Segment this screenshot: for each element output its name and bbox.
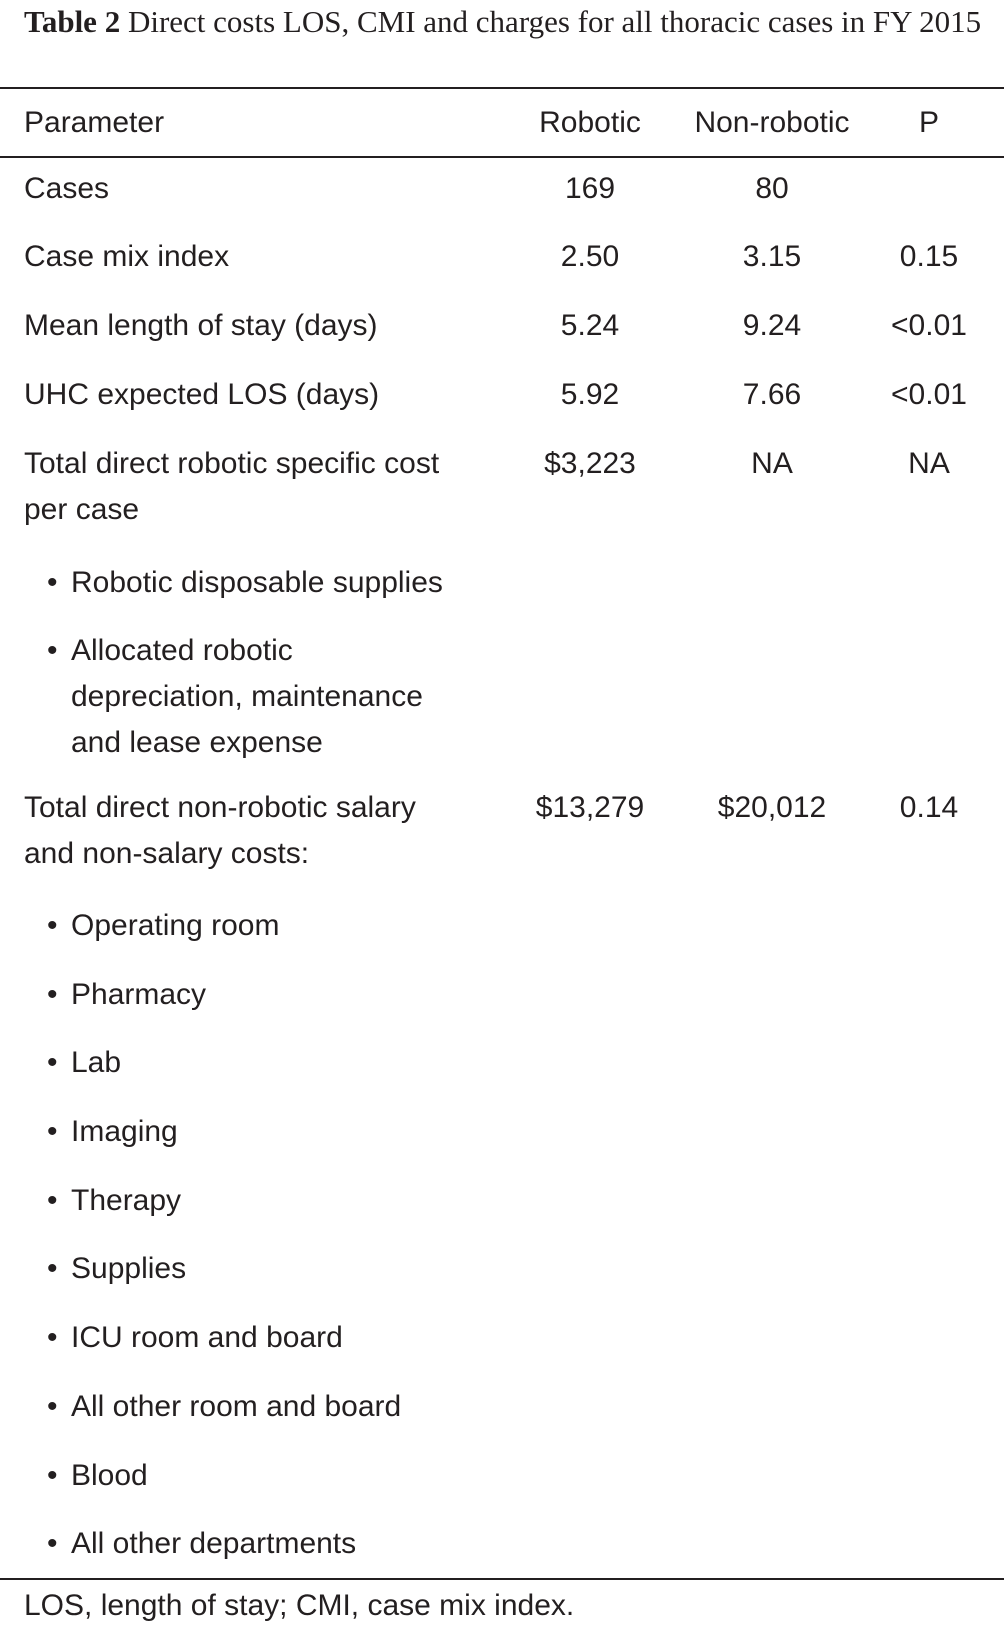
column-header-parameter: Parameter (24, 106, 165, 139)
bullet-icon: • (47, 566, 58, 599)
row-robotic-value: 5.24 (560, 309, 620, 342)
bullet-icon: • (47, 1184, 58, 1217)
table-header-row (0, 101, 1004, 145)
row-parameter-line-2: per case (24, 493, 140, 526)
list-item-text: Imaging (71, 1115, 178, 1148)
list-item-text: Robotic disposable supplies (71, 566, 443, 599)
list-item-text: Blood (71, 1459, 148, 1492)
bullet-icon: • (47, 634, 58, 667)
bullet-icon: • (47, 1046, 58, 1079)
list-item-text: All other room and board (71, 1390, 402, 1423)
bullet-icon: • (47, 1321, 58, 1354)
column-header-robotic: Robotic (539, 106, 641, 139)
row-non-robotic-value: 7.66 (742, 378, 802, 411)
row-p-value: NA (908, 447, 950, 480)
row-parameter: Mean length of stay (days) (24, 309, 378, 342)
row-parameter-line-2: and non-salary costs: (24, 837, 310, 870)
list-item-text: Pharmacy (71, 978, 207, 1011)
row-non-robotic-value: NA (751, 447, 793, 480)
bullet-icon: • (47, 1459, 58, 1492)
list-item-text-line-1: Allocated robotic (71, 634, 293, 667)
bullet-icon: • (47, 1527, 58, 1560)
list-item-text: All other departments (71, 1527, 357, 1560)
bullet-icon: • (47, 1252, 58, 1285)
bottom-rule (0, 1578, 1004, 1580)
row-parameter-line-1: Total direct non-robotic salary (24, 791, 416, 824)
table-caption-text: Direct costs LOS, CMI and charges for all thoracic cases in FY 2015 (127, 4, 982, 39)
table-caption (24, 0, 984, 44)
row-non-robotic-value: 3.15 (742, 240, 802, 273)
list-item-text: Therapy (71, 1184, 182, 1217)
row-robotic-value: $13,279 (535, 791, 645, 824)
column-header-non-robotic: Non-robotic (694, 106, 850, 139)
row-p-value: 0.15 (899, 240, 959, 273)
column-header-p: P (918, 106, 939, 139)
row-non-robotic-value: 80 (755, 172, 789, 205)
list-item-text-line-3: and lease expense (71, 726, 323, 759)
table-footnote: LOS, length of stay; CMI, case mix index. (24, 1589, 575, 1622)
row-p-value: 0.14 (899, 791, 959, 824)
row-non-robotic-value: 9.24 (742, 309, 802, 342)
bullet-icon: • (47, 1390, 58, 1423)
row-p-value: <0.01 (891, 309, 967, 342)
row-p-value: <0.01 (891, 378, 967, 411)
list-item-text-line-2: depreciation, maintenance (71, 680, 423, 713)
row-robotic-value: 169 (564, 172, 616, 205)
top-rule (0, 87, 1004, 89)
row-robotic-value: 2.50 (560, 240, 620, 273)
row-parameter-line-1: Total direct robotic specific cost (24, 447, 440, 480)
header-rule (0, 156, 1004, 158)
row-parameter: UHC expected LOS (days) (24, 378, 380, 411)
bullet-icon: • (47, 1115, 58, 1148)
list-item-text: Supplies (71, 1252, 187, 1285)
row-non-robotic-value: $20,012 (717, 791, 827, 824)
bullet-icon: • (47, 978, 58, 1011)
bullet-icon: • (47, 909, 58, 942)
list-item-text: ICU room and board (71, 1321, 343, 1354)
row-parameter: Cases (24, 172, 110, 205)
list-item-text: Lab (71, 1046, 122, 1079)
table-caption-label: Table 2 (24, 4, 121, 39)
list-item-text: Operating room (71, 909, 280, 942)
row-parameter: Case mix index (24, 240, 230, 273)
row-robotic-value: $3,223 (544, 447, 636, 480)
row-robotic-value: 5.92 (560, 378, 620, 411)
